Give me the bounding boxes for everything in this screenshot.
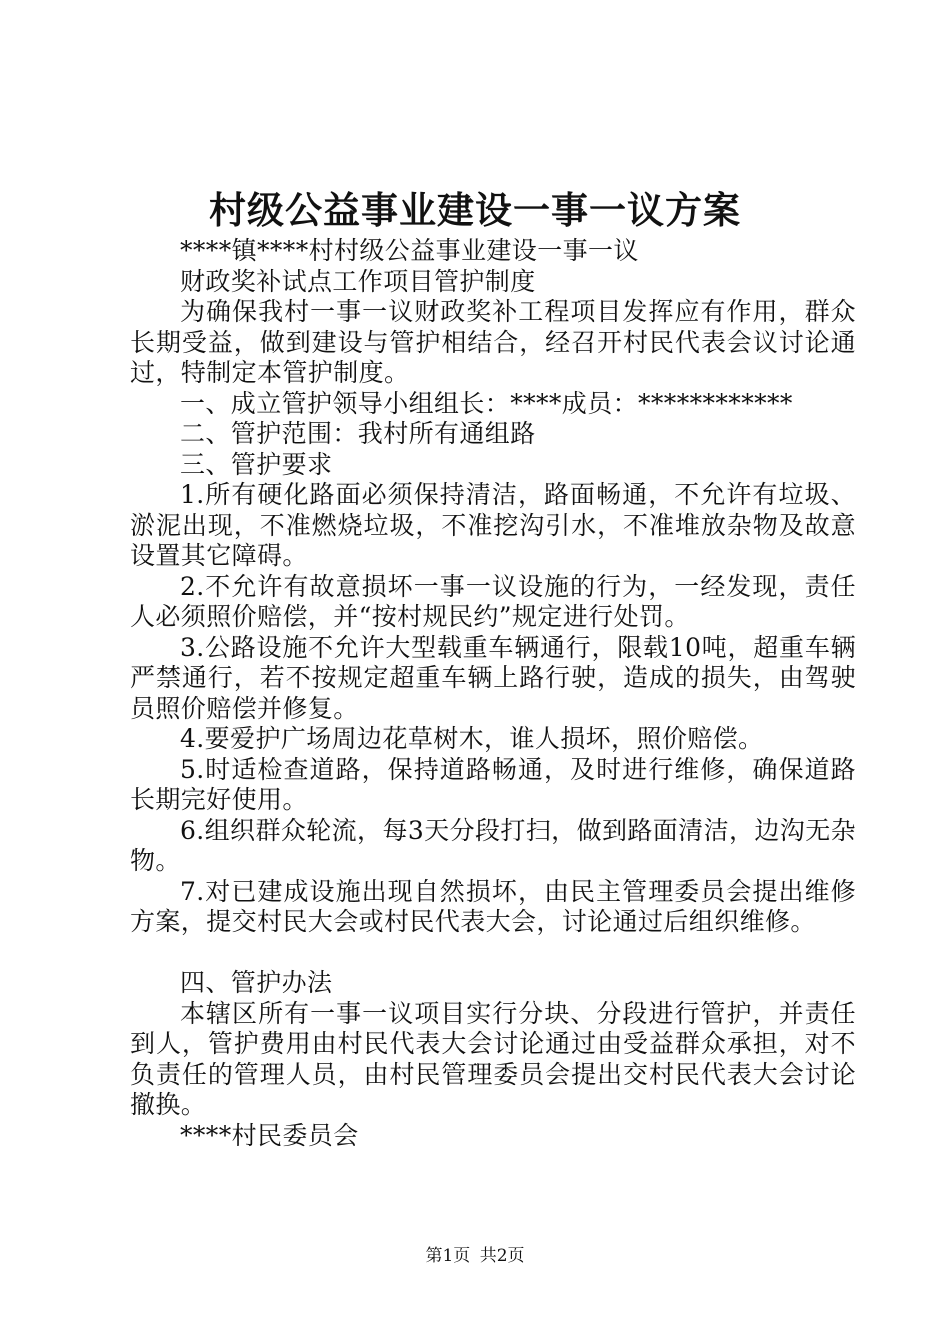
page-footer (0, 1244, 950, 1268)
requirement-item-3: 3.公路设施不允许大型载重车辆通行，限载10吨，超重车辆严禁通行，若不按规定超重车辆上路行驶，造成的损失，由驾驶员照价赔偿并修复。 (130, 632, 856, 723)
subtitle-line-2: 财政奖补试点工作项目管护制度 (180, 266, 536, 296)
requirement-item-7: 7.对已建成设施出现自然损坏，由民主管理委员会提出维修方案，提交村民大会或村民代表大会，讨论通过后组织维修。 (130, 876, 856, 936)
requirement-item-5: 5.时适检查道路，保持道路畅通，及时进行维修，确保道路长期完好使用。 (130, 754, 856, 814)
section-heading-scope: 二、管护范围：我村所有通组路 (180, 419, 536, 448)
section-heading-requirements: 三、管护要求 (180, 449, 333, 479)
section-heading-methods: 四、管护办法 (180, 968, 333, 997)
page-number-total: 共2页 (479, 1246, 525, 1266)
methods-paragraph: 本辖区所有一事一议项目实行分块、分段进行管护，并责任到人，管护费用由村民代表大会讨论通过由受益群众承担，对不负责任的管理人员，由村民管理委员会提出交村民代表大会讨论撤换。 (130, 998, 856, 1119)
document-title: 村级公益事业建设一事一议方案 (209, 188, 741, 232)
signature-line: ****村民委员会 (180, 1120, 359, 1150)
page-number-current: 第1页 (425, 1246, 471, 1266)
requirement-item-6: 6.组织群众轮流，每3天分段打扫，做到路面清洁，边沟无杂物。 (130, 815, 856, 875)
subtitle-line-1: ****镇****村村级公益事业建设一事一议 (180, 236, 639, 265)
blank-line (130, 938, 856, 969)
requirement-item-4: 4.要爱护广场周边花草树木，谁人损坏，照价赔偿。 (180, 724, 764, 753)
section-heading-leadership: 一、成立管护领导小组组长：****成员：************ (180, 388, 793, 418)
document-body (130, 236, 856, 1151)
requirement-item-2: 2.不允许有故意损坏一事一议设施的行为，一经发现，责任人必须照价赔偿，并“按村规民约”规定进行处罚。 (130, 571, 856, 631)
intro-paragraph: 为确保我村一事一议财政奖补工程项目发挥应有作用，群众长期受益，做到建设与管护相结合，经召开村民代表会议讨论通过，特制定本管护制度。 (130, 297, 856, 387)
requirement-item-1: 1.所有硬化路面必须保持清洁，路面畅通，不允许有垃圾、淤泥出现，不准燃烧垃圾，不准挖沟引水，不准堆放杂物及故意设置其它障碍。 (130, 480, 856, 570)
